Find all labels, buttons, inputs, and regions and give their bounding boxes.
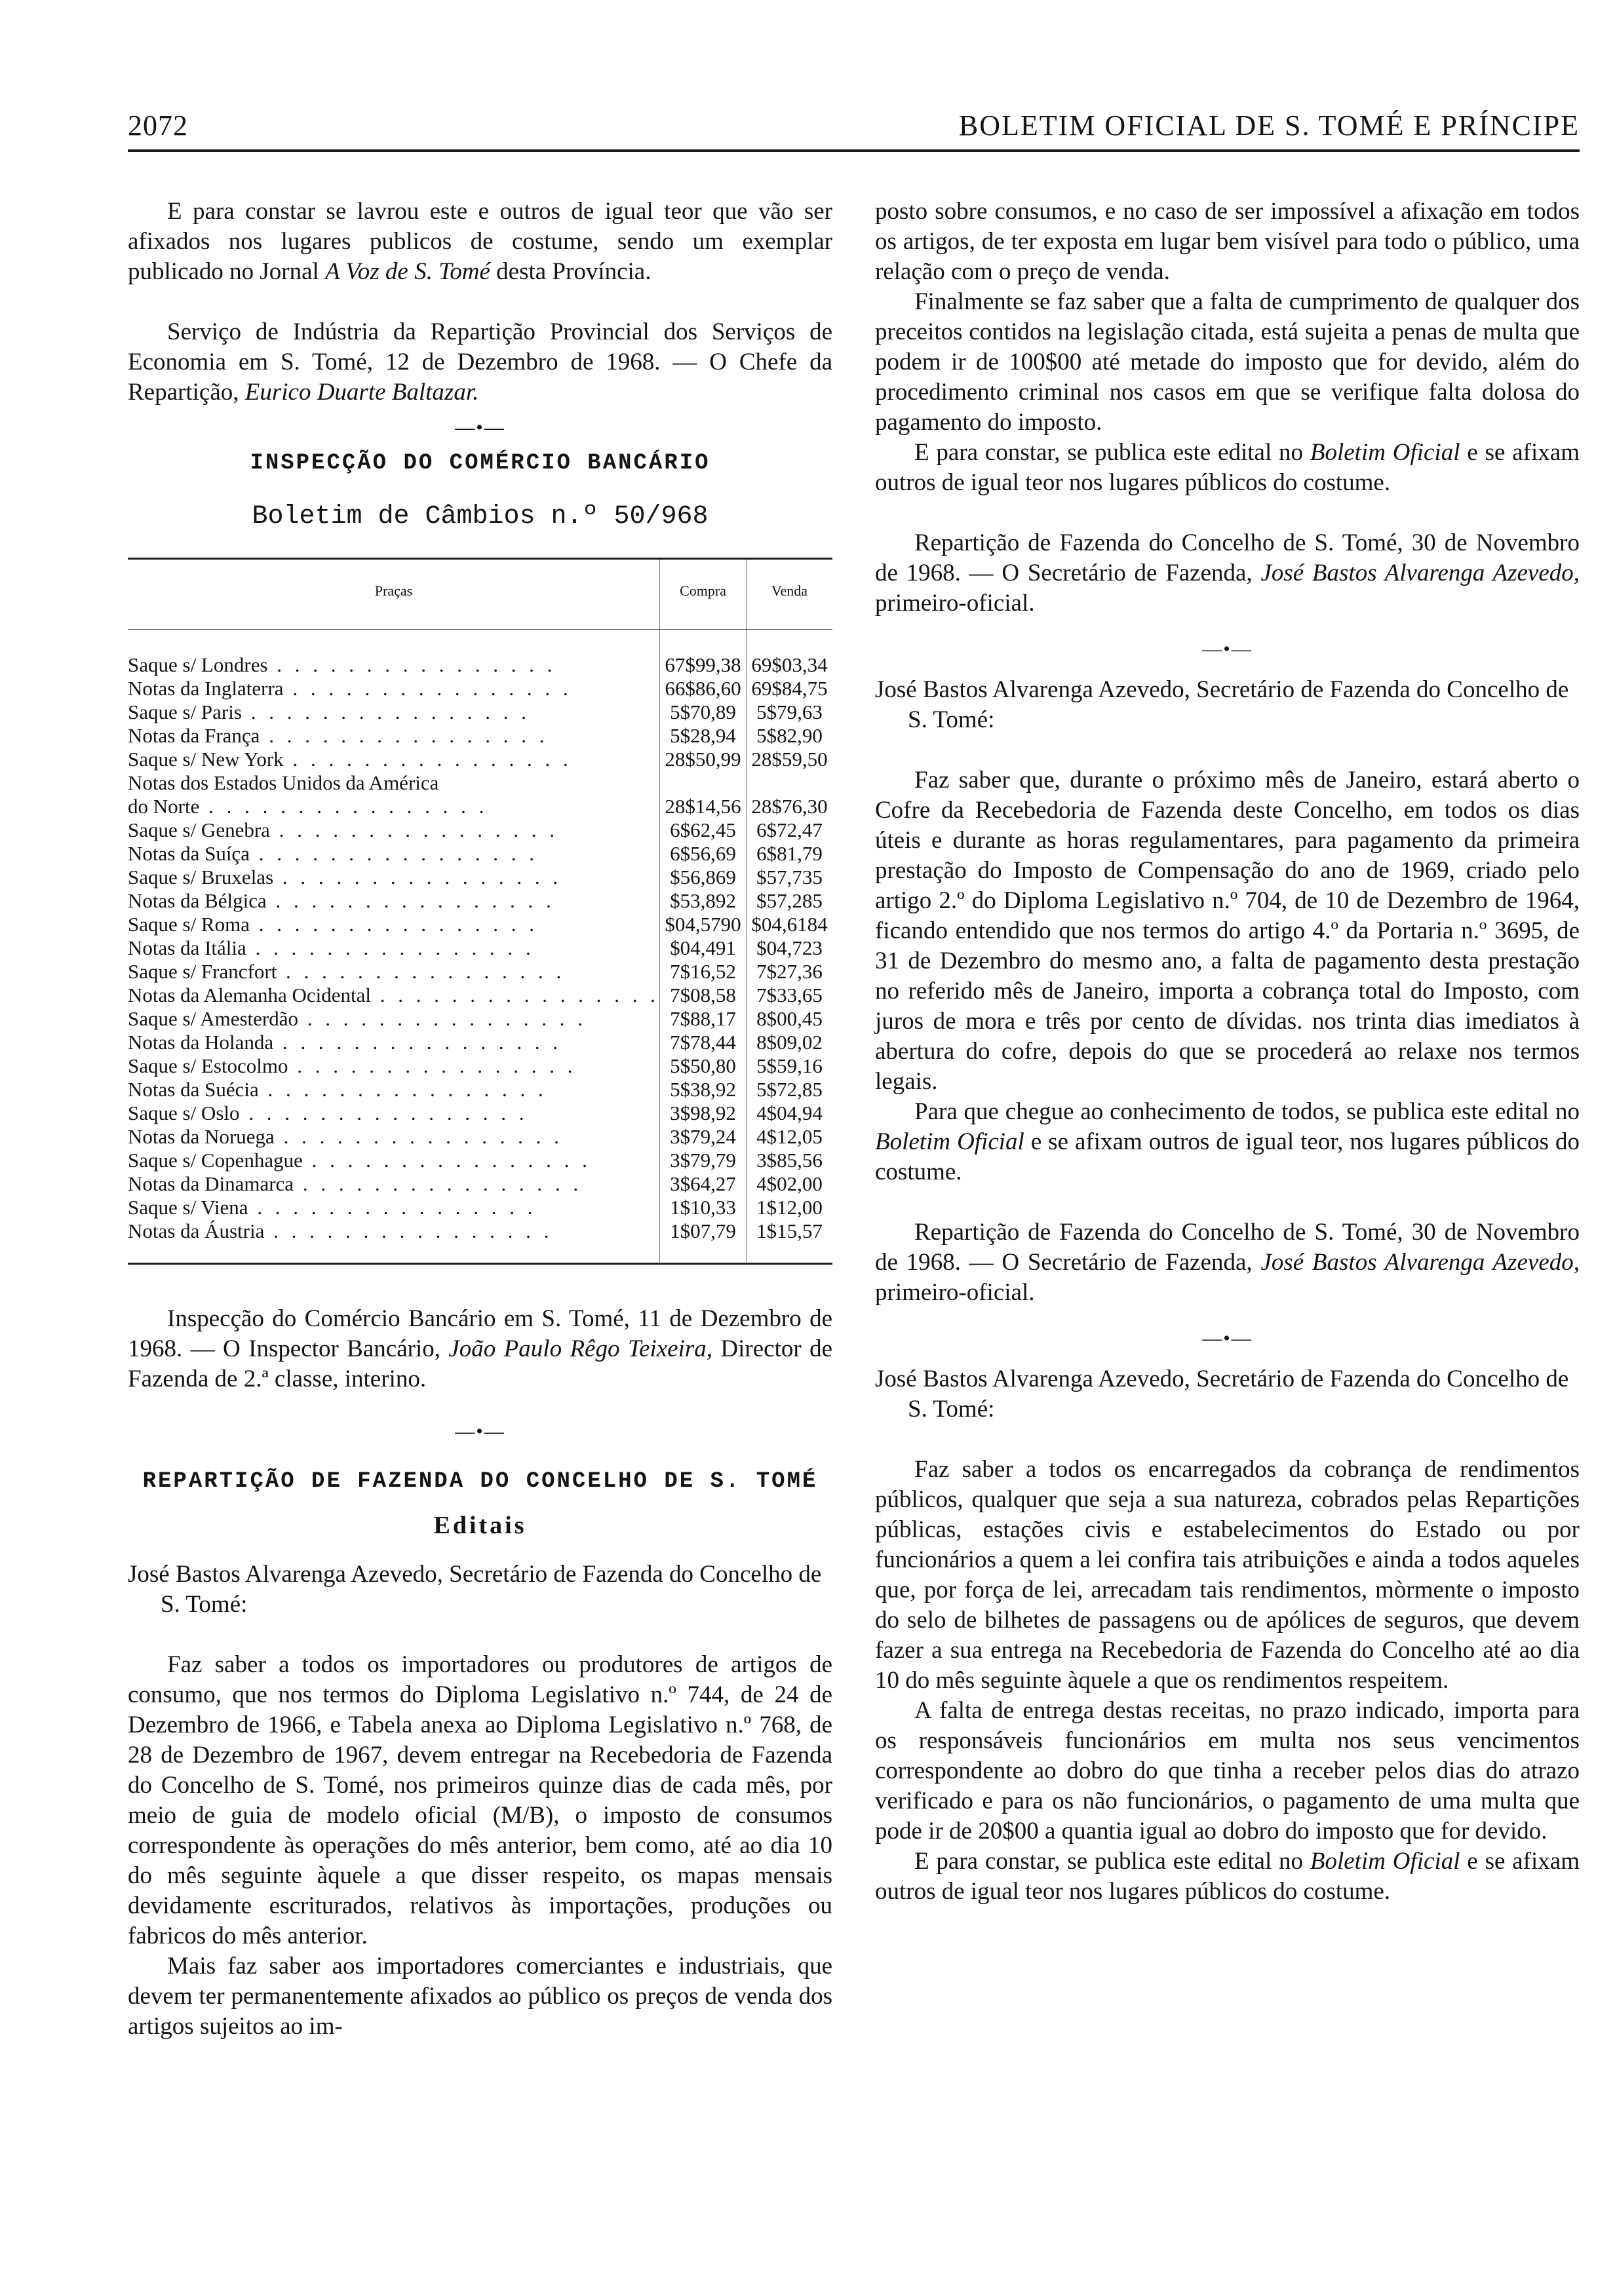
constar-tail: e se afixam outros de igual teor nos lugares públicos do costume. (875, 439, 1580, 496)
praca-cell (128, 795, 660, 818)
editais-heading: Editais (433, 1512, 527, 1539)
compra-cell: 1$10,33 (660, 1196, 747, 1219)
compra-cell: 7$08,58 (660, 984, 747, 1007)
praca-cell (128, 1125, 660, 1149)
dot-leader: . . . . . . . . . . . . . . . . (273, 866, 562, 889)
praca-cell (128, 1078, 660, 1101)
compra-cell: 66$86,60 (660, 677, 747, 700)
signatory-name: José Bastos Alvarenga Azevedo, (1260, 560, 1580, 586)
venda-cell: 5$72,85 (747, 1078, 832, 1101)
praca-cell (128, 960, 660, 984)
separator: —•— (455, 1421, 505, 1442)
compra-cell: 5$70,89 (660, 700, 747, 724)
venda-cell: $57,735 (747, 866, 832, 889)
boletim-oficial-ref: Boletim Oficial (875, 1128, 1024, 1155)
inspection-paragraph (128, 1304, 832, 1394)
edital1-author: José Bastos Alvarenga Azevedo, Secretário de Fazenda do Concelho de S. Tomé: (128, 1561, 822, 1618)
dot-leader: . . . . . . . . . . . . . . . . (248, 1196, 537, 1219)
venda-cell: 5$79,63 (747, 700, 832, 724)
dot-leader: . . . . . . . . . . . . . . . . (274, 1125, 563, 1148)
table-row (128, 1196, 832, 1219)
compra-cell: 3$64,27 (660, 1172, 747, 1196)
praca-label: Saque s/ Amesterdão (128, 1007, 299, 1030)
edital1-paragraph-1: Faz saber a todos os importadores ou produtores de artigos de consumo, que nos termos do Diploma Legislativo n.º 744, de 24 de Dezembro de 1966, e Tabela anexa ao Diploma Legislativo n.º 768, de 28 de Dezembro de 1967, devem entregar na Recebedoria de Fazenda do Concelho de S. Tomé, nos primeiros quinze dias de cada mês, por meio de guia de modelo oficial (M/B), o imposto de consumos correspondente às operações do mês anterior, bem como, até ao dia 10 do mês seguinte àquele a que disser respeito, os mapas mensais devidamente escriturados, relativos às importações, produções ou fabricos do mês anterior. (128, 1651, 832, 1949)
venda-cell: 8$00,45 (747, 1007, 832, 1031)
dot-leader: . . . . . . . . . . . . . . . . (302, 1149, 591, 1172)
dot-leader: . . . . . . . . . . . . . . . . (269, 818, 558, 841)
table-row (128, 771, 832, 795)
venda-cell: 4$02,00 (747, 1172, 832, 1196)
separator: —•— (1202, 638, 1253, 660)
praca-cell (128, 748, 660, 771)
dot-leader: . . . . . . . . . . . . . . . . (283, 677, 572, 700)
venda-cell: 69$03,34 (747, 630, 832, 678)
page-header (128, 104, 1580, 152)
praca-label: Notas da Suíça (128, 842, 250, 865)
edital2-author: José Bastos Alvarenga Azevedo, Secretário de Fazenda do Concelho de S. Tomé: (875, 676, 1569, 733)
compra-cell: 67$99,38 (660, 630, 747, 678)
praca-label: Notas da Alemanha Ocidental (128, 984, 372, 1006)
praca-label: Notas da Suécia (128, 1078, 259, 1101)
table-row (128, 913, 832, 936)
edital1-constar (875, 438, 1580, 498)
table-row (128, 1125, 832, 1149)
dot-leader: . . . . . . . . . . . . . . . . (249, 842, 538, 865)
praca-cell (128, 936, 660, 960)
intro-paragraph (128, 197, 832, 287)
separator: —•— (1202, 1328, 1253, 1349)
praca-cell (128, 1149, 660, 1172)
venda-cell: 1$15,57 (747, 1219, 832, 1264)
right-column (875, 197, 1580, 1907)
praca-cell (128, 1172, 660, 1196)
publication-title: BOLETIM OFICIAL DE S. TOMÉ E PRÍNCIPE (958, 109, 1580, 142)
venda-cell: $04,6184 (747, 913, 832, 936)
service-signer: Eurico Duarte Baltazar. (244, 379, 479, 406)
dot-leader: . . . . . . . . . . . . . . . . (264, 1219, 553, 1242)
praca-label: Notas da Noruega (128, 1125, 275, 1148)
exchange-rates-body (128, 630, 832, 1264)
compra-cell: $04,491 (660, 936, 747, 960)
table-row (128, 677, 832, 700)
praca-label: Saque s/ Genebra (128, 818, 270, 841)
edital1-paragraph-2: Mais faz saber aos importadores comerciantes e industriais, que devem ter permanentemente afixados ao público os preços de venda dos artigos sujeitos ao im- (128, 1953, 832, 2040)
edital3-paragraph-2: A falta de entrega destas receitas, no prazo indicado, importa para os responsáveis funcionários em multa nos seus vencimentos correspondente ao dobro do que tinha a receber pelos dias do atrazo verificado e para os não funcionários, o pagamento de uma multa que pode ir de 20$00 a quantia igual ao dobro do imposto que for devido. (875, 1697, 1580, 1845)
service-paragraph (128, 317, 832, 408)
compra-cell: 3$79,79 (660, 1149, 747, 1172)
praca-cell (128, 1219, 660, 1264)
venda-cell: $57,285 (747, 889, 832, 913)
praca-label: Saque s/ Bruxelas (128, 866, 274, 889)
praca-cell (128, 1031, 660, 1054)
praca-label: Saque s/ Francfort (128, 960, 277, 983)
column-header-venda: Venda (747, 559, 832, 630)
praca-cell (128, 771, 660, 795)
praca-cell (128, 700, 660, 724)
dot-leader: . . . . . . . . . . . . . . . . (273, 1031, 562, 1054)
boletim-cambios-title: Boletim de Câmbios n.º 50/968 (252, 502, 709, 531)
edital1-final-paragraph: Finalmente se faz saber que a falta de cumprimento de qualquer dos preceitos contidos na legislação citada, está sujeita a penas de multa que podem ir de 100$00 até metade do imposto que for devido, além do procedimento criminal nos casos em que se verifique falta dolosa do pagamento do imposto. (875, 288, 1580, 436)
intro-tail: desta Província. (490, 258, 652, 285)
column-header-pracas: Praças (128, 559, 660, 630)
table-row (128, 842, 832, 866)
section-title-inspeccao: INSPECÇÃO DO COMÉRCIO BANCÁRIO (250, 451, 710, 476)
dot-leader: . . . . . . . . . . . . . . . . (199, 795, 488, 818)
table-row (128, 795, 832, 818)
table-row (128, 700, 832, 724)
compra-cell: 6$62,45 (660, 818, 747, 842)
table-row (128, 1078, 832, 1101)
praca-label: Saque s/ Londres (128, 653, 268, 676)
edital3-constar (875, 1846, 1580, 1907)
dot-leader: . . . . . . . . . . . . . . . . (258, 1078, 547, 1101)
venda-cell: 4$12,05 (747, 1125, 832, 1149)
table-row (128, 936, 832, 960)
intro-text: E para constar se lavrou este e outros de igual teor que vão ser afixados nos lugares publicos de costume, sendo um exemplar publicado no Jornal (128, 198, 832, 285)
table-row (128, 724, 832, 748)
praca-cell (128, 1007, 660, 1031)
dot-leader: . . . . . . . . . . . . . . . . (283, 748, 572, 771)
dot-leader: . . . . . . . . . . . . . . . . (371, 984, 660, 1006)
edital2-paragraph-1: Faz saber que, durante o próximo mês de Janeiro, estará aberto o Cofre da Recebedoria de Fazenda deste Concelho, em todos os dias úteis e durante as horas regulamentares, para pagamento da primeira prestação do Imposto de Compensação do ano de 1969, criado pelo artigo 2.º do Diploma Legislativo n.º 704, de 10 de Dezembro de 1964, ficando entendido que nos termos do artigo 4.º da Portaria n.º 3695, de 31 de Dezembro do mesmo ano, a falta de pagamento desta prestação no referido mês de Janeiro, importa a cobrança total do Imposto, com juros de mora e três por cento de dívidas. nos trinta dias imediatos à abertura do cofre, depois do que se procederá ao relaxe nos termos legais. (875, 767, 1580, 1095)
compra-cell: $53,892 (660, 889, 747, 913)
dot-leader: . . . . . . . . . . . . . . . . (267, 653, 556, 676)
boletim-oficial-ref: Boletim Oficial (1310, 1848, 1460, 1875)
dot-leader: . . . . . . . . . . . . . . . . (241, 700, 530, 723)
venda-cell: 7$27,36 (747, 960, 832, 984)
praca-label: Saque s/ New York (128, 748, 284, 771)
table-row (128, 960, 832, 984)
praca-label: do Norte (128, 795, 200, 818)
venda-cell: 5$82,90 (747, 724, 832, 748)
edital2-text: Para que chegue ao conhecimento de todos, se publica este edital no (914, 1098, 1580, 1125)
table-row (128, 1101, 832, 1125)
section-title-reparticao: REPARTIÇÃO DE FAZENDA DO CONCELHO DE S. TOMÉ (142, 1469, 818, 1494)
venda-cell: 28$59,50 (747, 748, 832, 771)
edital1-signature (875, 528, 1580, 619)
praca-label: Saque s/ Copenhague (128, 1149, 303, 1172)
praca-label: Saque s/ Viena (128, 1196, 248, 1219)
praca-label: Saque s/ Estocolmo (128, 1054, 288, 1077)
dot-leader: . . . . . . . . . . . . . . . . (277, 960, 566, 983)
praca-label: Notas da Inglaterra (128, 677, 284, 700)
compra-cell: 6$56,69 (660, 842, 747, 866)
table-row (128, 889, 832, 913)
venda-cell: 1$12,00 (747, 1196, 832, 1219)
table-row (128, 1031, 832, 1054)
praca-cell (128, 677, 660, 700)
praca-cell (128, 630, 660, 678)
edital2-signature (875, 1217, 1580, 1308)
venda-cell: 6$81,79 (747, 842, 832, 866)
table-row (128, 630, 832, 678)
venda-cell: 3$85,56 (747, 1149, 832, 1172)
exchange-rates-table (128, 558, 832, 1265)
signature-tail: primeiro-oficial. (875, 1279, 1035, 1306)
dot-leader: . . . . . . . . . . . . . . . . (266, 889, 555, 912)
praca-cell (128, 913, 660, 936)
table-row (128, 818, 832, 842)
dot-leader: . . . . . . . . . . . . . . . . (298, 1007, 587, 1030)
table-row (128, 1219, 832, 1264)
journal-name: A Voz de S. Tomé (325, 258, 490, 285)
table-row (128, 1149, 832, 1172)
table-row (128, 748, 832, 771)
constar-tail: e se afixam outros de igual teor nos lugares públicos do costume. (875, 1848, 1580, 1905)
praca-label: Notas dos Estados Unidos da América (128, 771, 439, 794)
table-row (128, 866, 832, 889)
edital2-paragraph-2 (875, 1097, 1580, 1187)
compra-cell: 28$50,99 (660, 748, 747, 771)
praca-cell (128, 1054, 660, 1078)
constar-text: E para constar, se publica este edital no (914, 439, 1310, 466)
praca-cell (128, 724, 660, 748)
praca-cell (128, 1196, 660, 1219)
dot-leader: . . . . . . . . . . . . . . . . (288, 1054, 577, 1077)
venda-cell: 6$72,47 (747, 818, 832, 842)
praca-cell (128, 866, 660, 889)
separator: —•— (455, 417, 505, 438)
table-row (128, 984, 832, 1007)
venda-cell: 4$04,94 (747, 1101, 832, 1125)
constar-text: E para constar, se publica este edital no (914, 1848, 1310, 1875)
left-column (128, 197, 832, 2042)
dot-leader: . . . . . . . . . . . . . . . . (246, 936, 535, 959)
compra-cell: $56,869 (660, 866, 747, 889)
venda-cell: 69$84,75 (747, 677, 832, 700)
venda-cell: 5$59,16 (747, 1054, 832, 1078)
boletim-oficial-ref: Boletim Oficial (1310, 439, 1460, 466)
praca-cell (128, 984, 660, 1007)
compra-cell: 5$50,80 (660, 1054, 747, 1078)
venda-cell: 8$09,02 (747, 1031, 832, 1054)
venda-cell: 28$76,30 (747, 795, 832, 818)
inspector-name: João Paulo Rêgo Teixeira, (448, 1335, 713, 1362)
venda-cell: 7$33,65 (747, 984, 832, 1007)
compra-cell: $04,5790 (660, 913, 747, 936)
edital3-author: José Bastos Alvarenga Azevedo, Secretário de Fazenda do Concelho de S. Tomé: (875, 1366, 1569, 1423)
praca-label: Notas da França (128, 724, 260, 747)
praca-label: Notas da Dinamarca (128, 1172, 294, 1195)
praca-label: Notas da Áustria (128, 1219, 265, 1242)
table-row (128, 1007, 832, 1031)
compra-cell: 3$79,24 (660, 1125, 747, 1149)
venda-cell (747, 771, 832, 795)
compra-cell: 3$98,92 (660, 1101, 747, 1125)
edital1-continuation: posto sobre consumos, e no caso de ser impossível a afixação em todos os artigos, de ter exposta em lugar bem visível para todo o público, uma relação com o preço de venda. (875, 198, 1580, 285)
praca-label: Saque s/ Roma (128, 913, 250, 936)
page-number: 2072 (128, 109, 188, 142)
edital3-paragraph-1: Faz saber a todos os encarregados da cobrança de rendimentos públicos, qualquer que seja a sua natureza, cobrados pelas Repartições públicas, estações civis e estabelecimentos do Estado ou por funcionários a quem a lei confira tais atribuições e ainda a todos aqueles que, por força de lei, arrecadam tais rendimentos, mòrmente o imposto do selo de bilhetes de passagens ou de apólices de seguros, que devem fazer a sua entrega na Recebedoria de Fazenda do Concelho até ao dia 10 do mês seguinte àquele a que os rendimentos respeitem. (875, 1456, 1580, 1694)
praca-label: Notas da Bélgica (128, 889, 267, 912)
venda-cell: $04,723 (747, 936, 832, 960)
signature-text: Repartição de Fazenda do Concelho de S. Tomé, 30 de Novembro de 1968. — O Secretário de Fazenda, (875, 529, 1580, 586)
compra-cell: 5$38,92 (660, 1078, 747, 1101)
column-header-compra: Compra (660, 559, 747, 630)
compra-cell: 7$88,17 (660, 1007, 747, 1031)
dot-leader: . . . . . . . . . . . . . . . . (250, 913, 538, 936)
compra-cell: 7$16,52 (660, 960, 747, 984)
table-row (128, 1172, 832, 1196)
praca-cell (128, 1101, 660, 1125)
dot-leader: . . . . . . . . . . . . . . . . (239, 1101, 528, 1124)
compra-cell: 5$28,94 (660, 724, 747, 748)
praca-cell (128, 842, 660, 866)
praca-cell (128, 818, 660, 842)
inspection-text: Inspecção do Comércio Bancário em S. Tomé, 11 de Dezembro de 1968. — O Inspector Bancário, (128, 1305, 832, 1362)
edital2-tail: e se afixam outros de igual teor, nos lugares públicos do costume. (875, 1128, 1580, 1185)
dot-leader: . . . . . . . . . . . . . . . . (260, 724, 549, 747)
praca-cell (128, 889, 660, 913)
praca-label: Notas da Itália (128, 936, 246, 959)
compra-cell: 1$07,79 (660, 1219, 747, 1264)
service-text: Serviço de Indústria da Repartição Provincial dos Serviços de Economia em S. Tomé, 12 de Dezembro de 1968. — O Chefe da Repartição, (128, 318, 832, 406)
table-row (128, 1054, 832, 1078)
signature-text: Repartição de Fazenda do Concelho de S. Tomé, 30 de Novembro de 1968. — O Secretário de Fazenda, (875, 1219, 1580, 1276)
praca-label: Saque s/ Oslo (128, 1101, 240, 1124)
compra-cell: 7$78,44 (660, 1031, 747, 1054)
signature-tail: primeiro-oficial. (875, 590, 1035, 617)
dot-leader: . . . . . . . . . . . . . . . . (294, 1172, 583, 1195)
signatory-name: José Bastos Alvarenga Azevedo, (1260, 1249, 1580, 1276)
compra-cell: 28$14,56 (660, 795, 747, 818)
praca-label: Notas da Holanda (128, 1031, 274, 1054)
inspection-tail: Director de Fazenda de 2.ª classe, interino. (128, 1335, 832, 1392)
compra-cell (660, 771, 747, 795)
praca-label: Saque s/ Paris (128, 700, 242, 723)
